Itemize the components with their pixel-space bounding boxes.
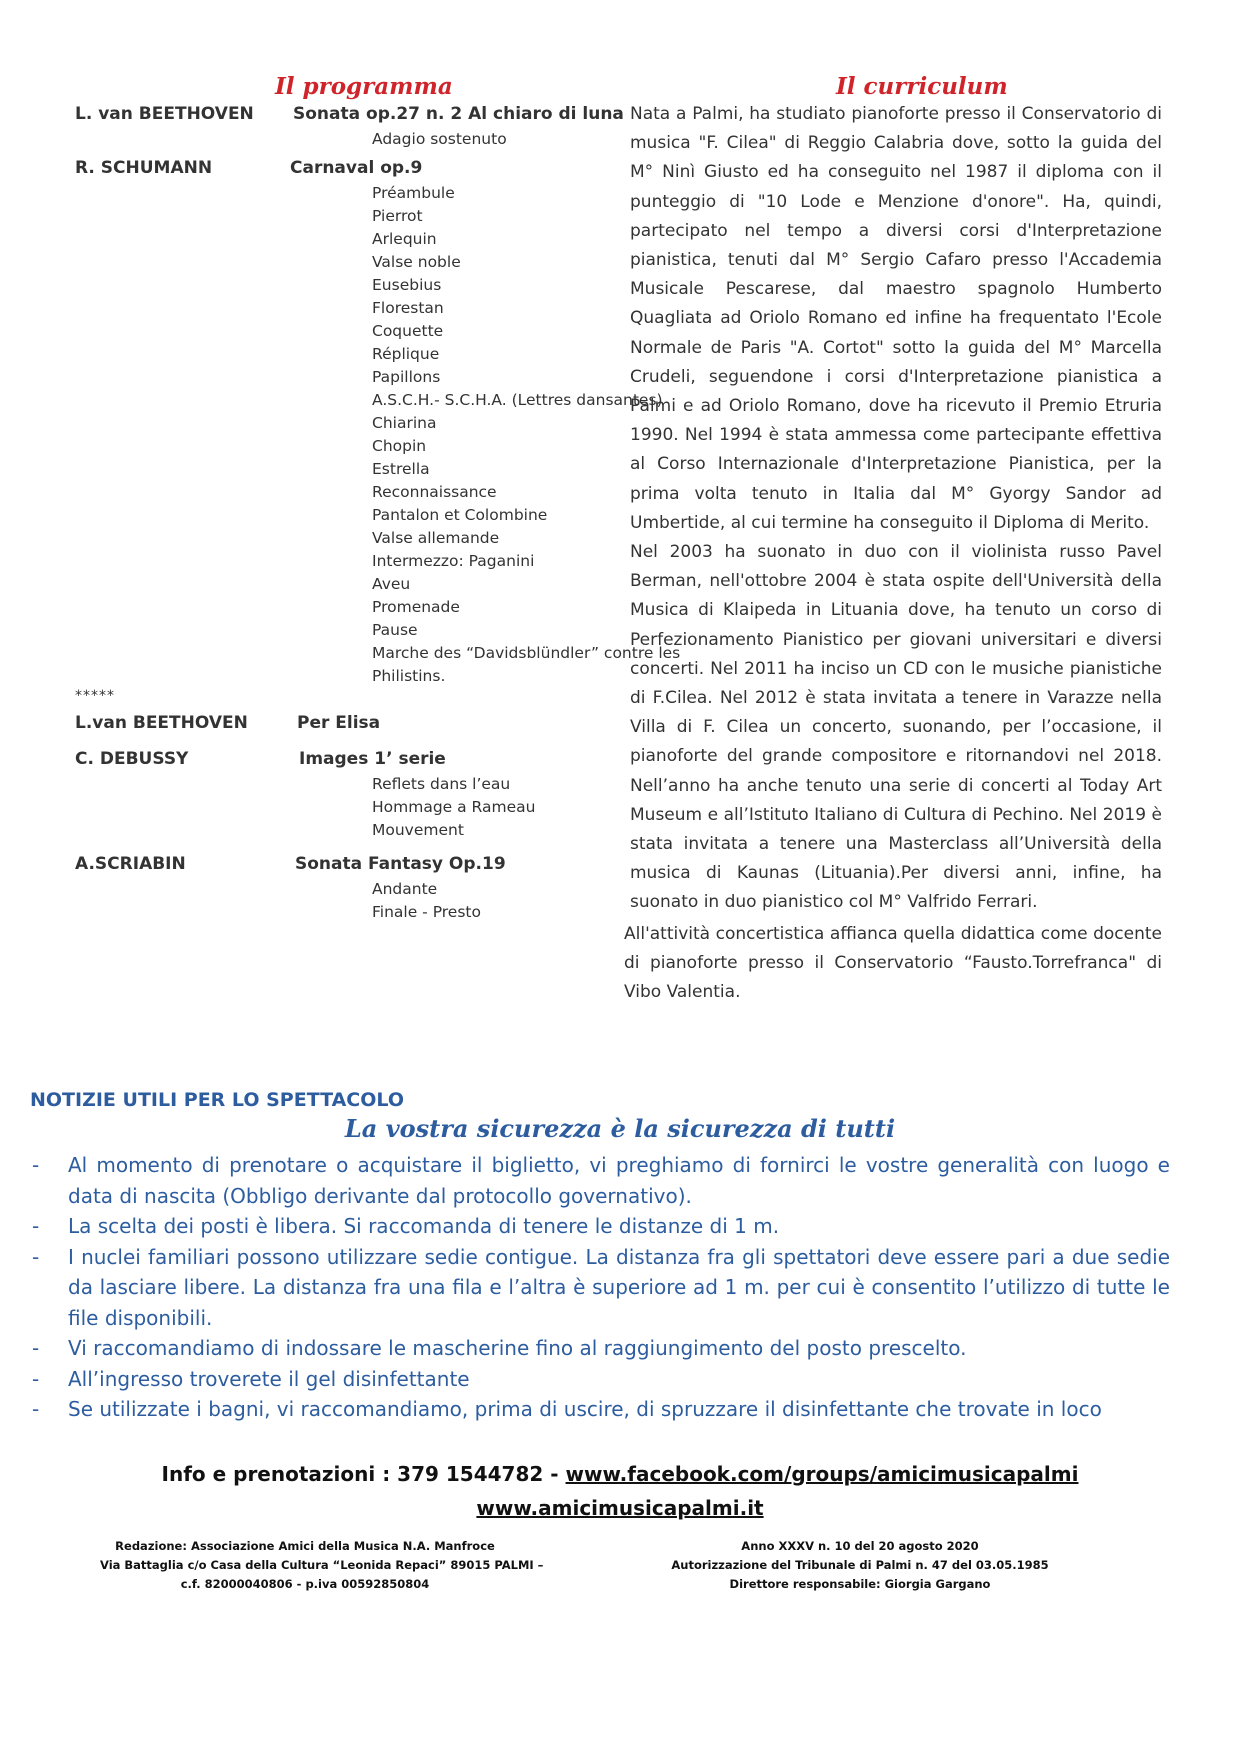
movement-item: Mouvement [372,821,464,839]
curriculum-paragraph: Nel 2003 ha suonato in duo con il violinista russo Pavel Berman, nell'ottobre 2004 è stata ospite dell'Università della Musica di Klaipeda in Lituania dove, ha tenuto un corso di Perfezionamento Pianistico per giovani universitari e diversi concerti. Nel 2011 ha inciso un CD con le musiche pianistiche di F.Cilea. Nel 2012 è stata invitata a tenere in Varazze nella Villa di F. Cilea un concerto, suonando, per l’occasione, il pianoforte del grande compositore e ritornandovi nel 2018. Nell’anno ha anche tenuto una serie di concerti al Today Art Museum e all’Istituto Italiano di Cultura di Pechino. Nel 2019 è stata invitata a tenere una Masterclass all’Università della musica di Kaunas (Lituania).Per diversi anni, infine, ha suonato in duo pianistico col M° Valfrido Ferrari. [630,542,1162,913]
movement-item: Andante [372,880,438,898]
movement-item: Valse allemande [372,529,500,547]
bullet-dash: - [32,1366,40,1391]
notice-text: I nuclei familiari possono utilizzare sedie contigue. La distanza fra gli spettatori deve essere pari a due sedie da lasciare libere. La distanza fra una fila e l’altra è superiore ad 1 m. per cui è consentito l’utilizzo di tutte le file disponibili. [68,1244,1170,1330]
movement-item: Chiarina [372,414,437,432]
colophon-line: c.f. 82000040806 - p.iva 00592850804 [180,1577,430,1591]
colophon-right [660,1537,1060,1594]
notice-item [30,1364,1170,1395]
notice-text: Se utilizzate i bagni, vi raccomandiamo, prima di uscire, di spruzzare il disinfettante che trovate in loco [68,1397,1102,1421]
movement-item: Valse noble [372,253,461,271]
movement-item: Estrella [372,460,430,478]
movement-item: Promenade [372,598,460,616]
movement-item: Intermezzo: Paganini [372,552,535,570]
curriculum-text [624,100,1162,1007]
bullet-dash: - [32,1397,40,1421]
notice-subtitle: La vostra sicurezza è la sicurezza di tutti [344,1114,896,1143]
curriculum-paragraph: All'attività concertistica affianca quella didattica come docente di pianoforte presso il Conservatorio “Fausto.Torrefranca" di Vibo Valentia. [624,923,1162,1003]
curriculum-paragraph: Nata a Palmi, ha studiato pianoforte presso il Conservatorio di musica "F. Cilea" di Reggio Calabria dove, sotto la guida del M° Ninì Giusto ed ha conseguito nel 1987 il diploma con il punteggio di "10 Lode e Menzione d'onore". Ha, quindi, partecipato nel tempo a diversi corsi d'Interpretazione pianistica, tenuti dal M° Sergio Cafaro presso l'Accademia Musicale Pescarese, dal maestro spagnolo Humberto Quagliata ad Oriolo Romano ed infine ha frequentato l'Ecole Normale de Paris "A. Cortot" sotto la guida del M° Marcella Crudeli, seguendone i corsi d'Interpretazione pianistica a Palmi e ad Oriolo Romano, dove ha ricevuto il Premio Etruria 1990. Nel 1994 è stata ammessa come partecipante effettiva al Corso Internazionale d'Interpretazione Pianistica, per la prima volta tenuto in Italia dal M° Gyorgy Sandor ad Umbertide, al cui termine ha conseguito il Diploma di Merito. [630,104,1162,533]
movement-item: Pantalon et Colombine [372,506,548,524]
notice-item [30,1242,1170,1334]
notice-text: Vi raccomandiamo di indossare le mascherine fino al raggiungimento del posto prescelto. [68,1336,967,1360]
movement-list [372,878,481,924]
work-title: Sonata Fantasy Op.19 [295,854,506,874]
bullet-dash: - [32,1336,40,1360]
notice-item [30,1211,1170,1242]
movement-item: Hommage a Rameau [372,798,536,816]
movement-item: Pierrot [372,207,423,225]
work-title: Images 1’ serie [299,749,446,769]
notice-item [30,1333,1170,1364]
notice-item [30,1150,1170,1211]
bullet-dash: - [32,1244,40,1269]
info-line [0,1462,1240,1486]
work-title: Sonata op.27 n. 2 Al chiaro di luna [293,104,624,124]
colophon-line: Autorizzazione del Tribunale di Palmi n. 47 del 03.05.1985 [671,1558,1049,1572]
movement-item: Arlequin [372,230,437,248]
movement-item: Florestan [372,299,444,317]
facebook-link[interactable]: www.facebook.com/groups/amicimusicapalmi [565,1462,1079,1486]
colophon-line: Via Battaglia c/o Casa della Cultura “Leonida Repaci” 89015 PALMI – [100,1558,544,1572]
movement-item: Reflets dans l’eau [372,775,511,793]
movement-item: Marche des “Davidsblündler” contre les Philistins. [372,644,681,685]
colophon-left [100,1537,544,1594]
movement-item: Préambule [372,184,455,202]
movement-item: Reconnaissance [372,483,497,501]
work-title: Carnaval op.9 [290,158,423,178]
movement-item: A.S.C.H.- S.C.H.A. (Lettres dansantes) [372,391,663,409]
movement-item: Adagio sostenuto [372,130,507,148]
composer-name: A.SCRIABIN [75,854,186,874]
notice-title: NOTIZIE UTILI PER LO SPETTACOLO [30,1089,404,1111]
info-label: Info e prenotazioni : 379 1544782 - [161,1462,566,1486]
programma-heading: Il programma [275,73,453,100]
notice-item [30,1394,1170,1425]
curriculum-heading: Il curriculum [836,73,1008,100]
movement-item: Réplique [372,345,440,363]
movement-item: Pause [372,621,418,639]
movement-list [372,128,507,151]
colophon-line: Anno XXXV n. 10 del 20 agosto 2020 [741,1539,979,1553]
notice-text: All’ingresso troverete il gel disinfettante [68,1366,470,1391]
colophon-line: Redazione: Associazione Amici della Musica N.A. Manfroce [115,1539,495,1553]
movement-item: Finale - Presto [372,903,481,921]
website-link[interactable]: www.amicimusicapalmi.it [476,1496,764,1520]
composer-name: L.van BEETHOVEN [75,713,248,733]
bullet-dash: - [32,1214,40,1238]
composer-name: R. SCHUMANN [75,158,213,178]
notice-text: La scelta dei posti è libera. Si raccomanda di tenere le distanze di 1 m. [68,1214,780,1238]
movement-list [372,773,535,842]
work-title: Per Elisa [297,713,381,733]
bullet-dash: - [32,1153,40,1177]
movement-item: Coquette [372,322,444,340]
notice-list [30,1150,1170,1425]
movement-item: Chopin [372,437,427,455]
notice-text: Al momento di prenotare o acquistare il biglietto, vi preghiamo di fornirci le vostre generalità con luogo e data di nascita (Obbligo derivante dal protocollo governativo). [68,1153,1170,1208]
colophon-line: Direttore responsabile: Giorgia Gargano [729,1577,991,1591]
composer-name: L. van BEETHOVEN [75,104,254,124]
movement-item: Aveu [372,575,411,593]
program-separator: ***** [75,688,115,704]
composer-name: C. DEBUSSY [75,749,189,769]
movement-item: Eusebius [372,276,442,294]
movement-item: Papillons [372,368,441,386]
